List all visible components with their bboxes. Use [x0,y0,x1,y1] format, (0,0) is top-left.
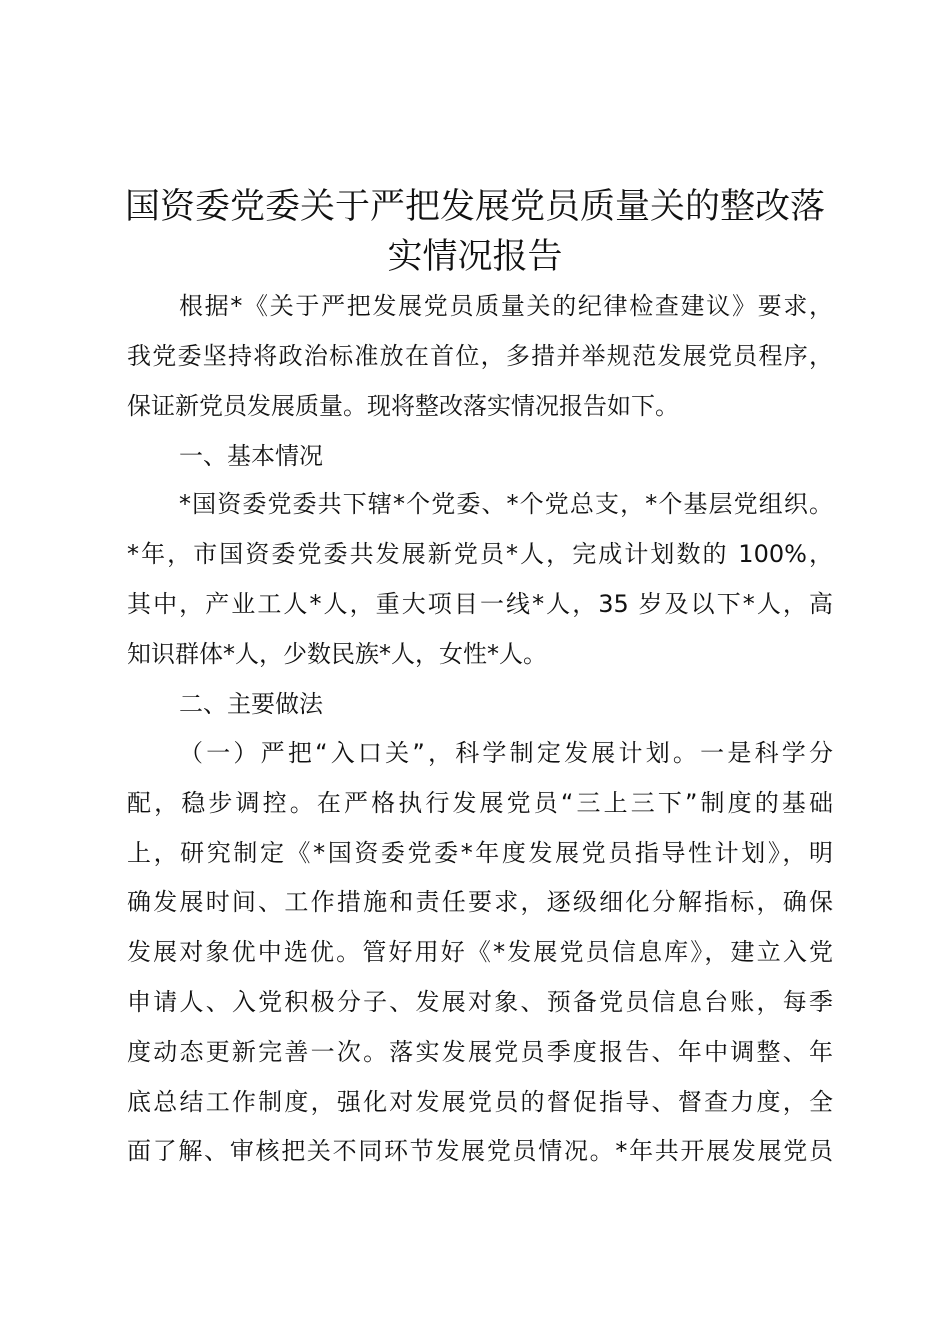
paragraph-line: 面了解、审核把关不同环节发展党员情况。*年共开展发展党员 [127,1137,833,1165]
paragraph-line: *国资委党委共下辖*个党委、*个党总支，*个基层党组织。 [179,490,833,518]
document-title-line-1: 国资委党委关于严把发展党员质量关的整改落 [124,187,825,227]
paragraph-line: 配，稳步调控。在严格执行发展党员“三上三下”制度的基础 [127,789,833,817]
paragraph-line: （一）严把“入口关”，科学制定发展计划。一是科学分 [179,739,833,767]
paragraph-line: 知识群体*人，少数民族*人，女性*人。 [127,640,547,668]
paragraph-line: *年，市国资委党委共发展新党员*人，完成计划数的 100%， [127,540,833,568]
paragraph-line: 确发展时间、工作措施和责任要求，逐级细化分解指标，确保 [127,888,833,916]
section-heading: 一、基本情况 [179,442,323,470]
paragraph-line: 保证新党员发展质量。现将整改落实情况报告如下。 [127,392,679,420]
document-title-line-2: 实情况报告 [387,237,563,277]
paragraph-line: 上，研究制定《*国资委党委*年度发展党员指导性计划》，明 [127,839,833,867]
paragraph-line: 其中，产业工人*人，重大项目一线*人，35 岁及以下*人，高 [127,590,833,618]
paragraph-line: 申请人、入党积极分子、发展对象、预备党员信息台账，每季 [127,988,833,1016]
paragraph-line: 发展对象优中选优。管好用好《*发展党员信息库》，建立入党 [127,938,833,966]
section-heading: 二、主要做法 [179,690,323,718]
paragraph-line: 我党委坚持将政治标准放在首位，多措并举规范发展党员程序， [127,342,833,370]
paragraph-line: 根据*《关于严把发展党员质量关的纪律检查建议》要求， [179,292,833,320]
paragraph-line: 度动态更新完善一次。落实发展党员季度报告、年中调整、年 [127,1038,833,1066]
paragraph-line: 底总结工作制度，强化对发展党员的督促指导、督查力度，全 [127,1088,833,1116]
